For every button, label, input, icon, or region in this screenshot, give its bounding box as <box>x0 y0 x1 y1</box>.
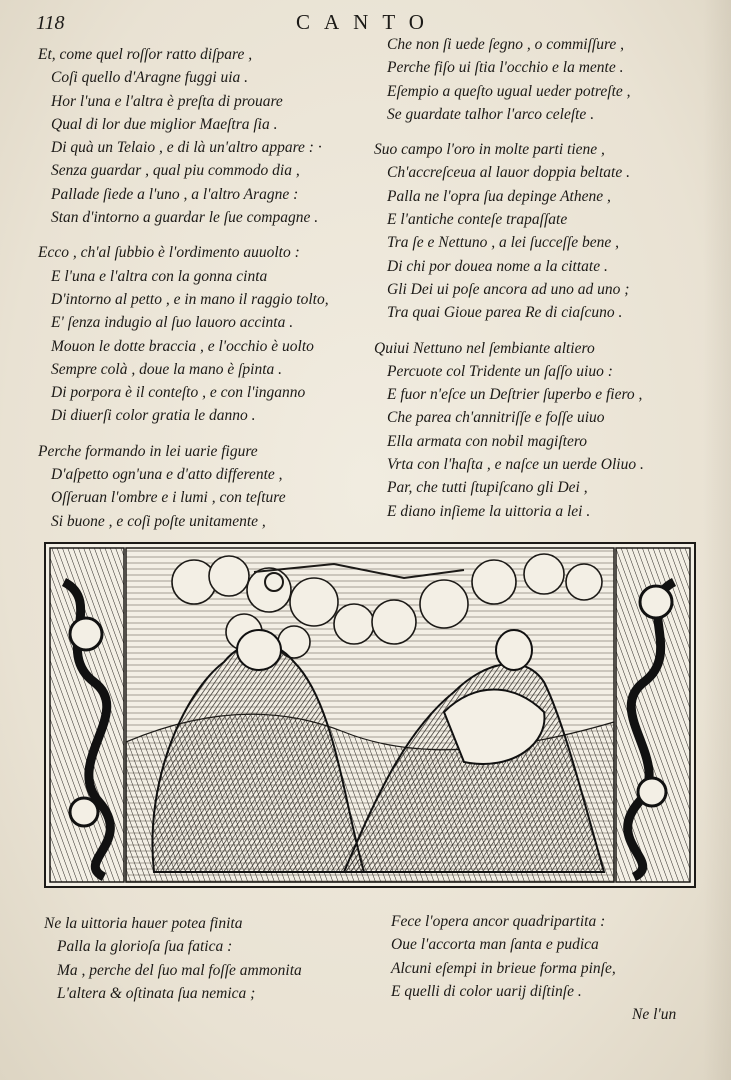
stanza-column-bottom-left <box>44 912 302 1005</box>
verse-line: Alcuni eſempi in brieue forma pinſe, <box>391 959 616 977</box>
verse-line: Sempre colà , doue la mano è ſpinta . <box>51 360 283 378</box>
verse-line: Di porpora è il conteſto , e con l'inganno <box>51 384 306 402</box>
stanza-gap <box>374 126 644 138</box>
verse-line: Ma , perche del ſuo mal foſſe ammonita <box>57 961 302 979</box>
verse-line: Di chi por douea nome a la cittate . <box>387 257 608 275</box>
stanza-column-top-left <box>38 43 329 533</box>
central-scene <box>126 548 614 882</box>
verse-line: E l'antiche conteſe trapaſſate <box>387 211 568 229</box>
verse-line: Palla ne l'opra ſua depinge Athene , <box>387 187 611 205</box>
stanza-column-top-right <box>374 33 644 523</box>
catchword: Ne l'un <box>632 1006 677 1023</box>
verse-line: Gli Dei ui poſe ancora ad uno ad uno ; <box>387 280 630 298</box>
woodcut-illustration <box>44 542 696 888</box>
page-edge-shadow <box>703 0 731 1080</box>
running-title: CANTO <box>296 10 438 34</box>
stanza-gap <box>38 229 329 241</box>
verse-line: Che non ſi uede ſegno , o commiſſure , <box>387 36 625 53</box>
verse-line: Ne la uittoria hauer potea finita <box>44 915 243 932</box>
verse-line: Percuote col Tridente un ſaſſo uiuo : <box>387 362 613 380</box>
verse-line: E l'una e l'altra con la gonna cinta <box>51 267 268 285</box>
verse-line: Fece l'opera ancor quadripartita : <box>391 913 606 930</box>
stanza-gap <box>374 325 644 337</box>
verse-line: Et, come quel roſſor ratto diſpare , <box>38 46 253 63</box>
verse-line: Mouon le dotte braccia , e l'occhio è uolto <box>51 337 314 355</box>
verse-line: L'altera & oſtinata ſua nemica ; <box>57 984 256 1002</box>
verse-line: Qual di lor due miglior Maeſtra ſia . <box>51 115 278 133</box>
verse-line: Oue l'accorta man ſanta e pudica <box>391 936 599 954</box>
verse-line: D'aſpetto ogn'una e d'atto differente , <box>51 466 283 484</box>
verse-line: Perche fiſo ui ſtia l'occhio e la mente . <box>387 59 624 77</box>
verse-line: Ella armata con nobil magiſtero <box>387 432 588 450</box>
verse-line: Di diuerſi color gratia le danno . <box>51 407 256 425</box>
verse-line: E' ſenza indugio al ſuo lauoro accinta . <box>51 314 294 332</box>
verse-line: Ch'accreſceua al lauor doppia beltate . <box>387 164 630 182</box>
page-number: 118 <box>36 12 65 34</box>
verse-line: E quelli di color uarij diſtinſe . <box>391 982 582 1000</box>
verse-line: Tra ſe e Nettuno , a lei ſucceſſe bene , <box>387 234 620 252</box>
verse-line: Quiui Nettuno nel ſembiante altiero <box>374 339 595 357</box>
stanza-gap <box>38 428 329 440</box>
verse-line: Pallade ſiede a l'uno , a l'altro Aragne : <box>51 185 299 203</box>
verse-line: Hor l'una e l'altra è preſta di prouare <box>51 92 283 110</box>
verse-line: Stan d'intorno a guardar le ſue compagne . <box>51 209 319 227</box>
verse-line: Si buone , e coſi poſte unitamente , <box>51 512 266 530</box>
right-ornamental-border <box>616 548 690 882</box>
verse-line: E fuor n'eſce un Deſtrier ſuperbo e fiero , <box>387 386 643 404</box>
verse-line: Se guardate talhor l'arco celeſte . <box>387 105 595 123</box>
left-ornamental-border <box>50 548 124 882</box>
verse-line: Coſi quello d'Aragne fuggi uia . <box>51 69 249 87</box>
verse-line: Ecco , ch'al ſubbio è l'ordimento auuolto : <box>38 244 300 262</box>
verse-line: Vrta con l'haſta , e naſce un uerde Oliuo . <box>387 456 644 474</box>
verse-line: Oſſeruan l'ombre e i lumi , con teſture <box>51 489 286 507</box>
verse-line: Che parea ch'annitriſſe e foſſe uiuo <box>387 409 605 427</box>
verse-line: E diano inſieme la uittoria a lei . <box>387 502 591 520</box>
verse-line: Tra quai Gioue parea Re di ciaſcuno . <box>387 304 623 322</box>
verse-line: D'intorno al petto , e in mano il raggio tolto, <box>51 290 329 308</box>
verse-line: Eſempio a queſto ugual ueder potreſte , <box>387 82 631 100</box>
verse-line: Perche formando in lei uarie figure <box>38 442 258 460</box>
verse-line: Palla la glorioſa ſua fatica : <box>57 938 233 956</box>
verse-line: Senza guardar , qual piu commodo dia , <box>51 162 300 180</box>
stanza-column-bottom-right <box>391 910 616 1003</box>
verse-line: Suo campo l'oro in molte parti tiene , <box>374 141 605 159</box>
verse-line: Par, che tutti ſtupiſcano gli Dei , <box>387 479 588 497</box>
verse-line: Di quà un Telaio , e di là un'altro appare : · <box>51 139 322 157</box>
